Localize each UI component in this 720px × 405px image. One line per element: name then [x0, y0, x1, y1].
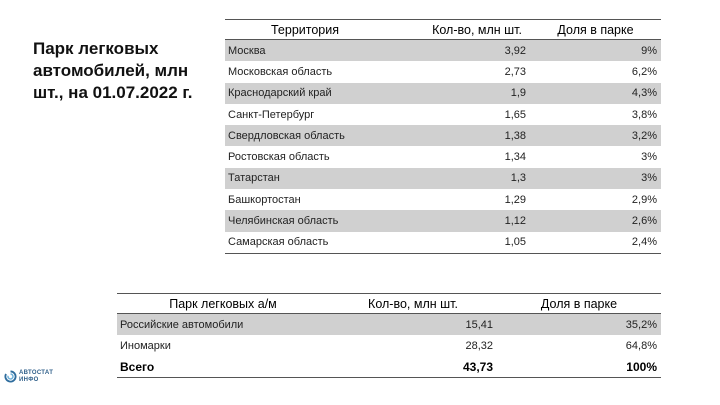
table-row [225, 168, 661, 189]
total-share-cell: 100% [497, 356, 661, 378]
table-row [225, 104, 661, 125]
total-count-cell: 43,73 [329, 356, 497, 378]
table-row [225, 125, 661, 146]
row-share-cell: 35,2% [497, 314, 661, 336]
row-count-cell: 1,29 [504, 193, 526, 206]
row-share-cell: 3,8% [631, 108, 657, 121]
row-name-cell: Свердловская область [225, 125, 385, 146]
row-count-cell: 15,41 [329, 314, 497, 336]
row-name-cell: Российские автомобили [117, 314, 329, 336]
column-header-share: Доля в парке [530, 20, 661, 40]
table-row [225, 232, 661, 254]
table-header-row [117, 294, 661, 314]
total-name-cell: Всего [117, 356, 329, 378]
row-count-cell: 3,92 [385, 40, 530, 62]
row-count-cell: 1,34 [504, 151, 526, 164]
row-share-cell: 2,4% [530, 232, 661, 254]
row-share-cell: 6,2% [631, 65, 657, 78]
row-name-cell: Санкт-Петербург [228, 108, 315, 121]
regions-table-body [225, 40, 661, 254]
total-row [117, 356, 661, 378]
row-count-cell: 28,32 [465, 339, 493, 352]
column-header-fleet: Парк легковых а/м [117, 294, 329, 314]
table-row [225, 83, 661, 104]
fleet-table [117, 293, 661, 378]
table-row [117, 314, 661, 336]
row-share-cell: 2,9% [631, 193, 657, 206]
row-count-cell: 1,38 [385, 125, 530, 146]
row-name-cell: Самарская область [225, 232, 385, 254]
row-name-cell: Татарстан [225, 168, 385, 189]
row-name-cell: Краснодарский край [225, 83, 385, 104]
column-header-count: Кол-во, млн шт. [329, 294, 497, 314]
row-share-cell: 3% [530, 168, 661, 189]
row-name-cell: Иномарки [120, 339, 171, 352]
table-row [225, 61, 661, 82]
row-count-cell: 2,73 [504, 65, 526, 78]
brand-subname: ИНФО [19, 376, 39, 383]
row-count-cell: 1,12 [385, 210, 530, 231]
row-share-cell: 64,8% [625, 339, 657, 352]
row-count-cell: 1,05 [385, 232, 530, 254]
row-share-cell: 2,6% [530, 210, 661, 231]
row-share-cell: 9% [530, 40, 661, 62]
column-header-share: Доля в парке [497, 294, 661, 314]
regions-table [225, 19, 661, 254]
row-count-cell: 1,9 [385, 83, 530, 104]
brand-logo-icon [4, 370, 17, 383]
fleet-table-body [117, 314, 661, 378]
table-header-row [225, 20, 661, 40]
row-share-cell: 4,3% [530, 83, 661, 104]
table-row [225, 40, 661, 62]
row-name-cell: Башкортостан [228, 193, 301, 206]
column-header-count: Кол-во, млн шт. [385, 20, 530, 40]
row-count-cell: 1,3 [385, 168, 530, 189]
row-name-cell: Ростовская область [228, 151, 330, 164]
row-share-cell: 3,2% [530, 125, 661, 146]
table-row [117, 335, 661, 356]
table-row [225, 146, 661, 167]
page-title: Парк легковых автомобилей, млн шт., на 01.07.2022 г. [33, 39, 193, 102]
row-name-cell: Московская область [228, 65, 333, 78]
row-count-cell: 1,65 [504, 108, 526, 121]
brand-name: АВТОСТАТ [19, 370, 54, 376]
row-name-cell: Москва [225, 40, 385, 62]
table-row [225, 210, 661, 231]
brand-logo [4, 370, 53, 383]
table-row [225, 189, 661, 210]
column-header-territory: Территория [225, 20, 385, 40]
row-share-cell: 3% [641, 151, 657, 164]
row-name-cell: Челябинская область [225, 210, 385, 231]
